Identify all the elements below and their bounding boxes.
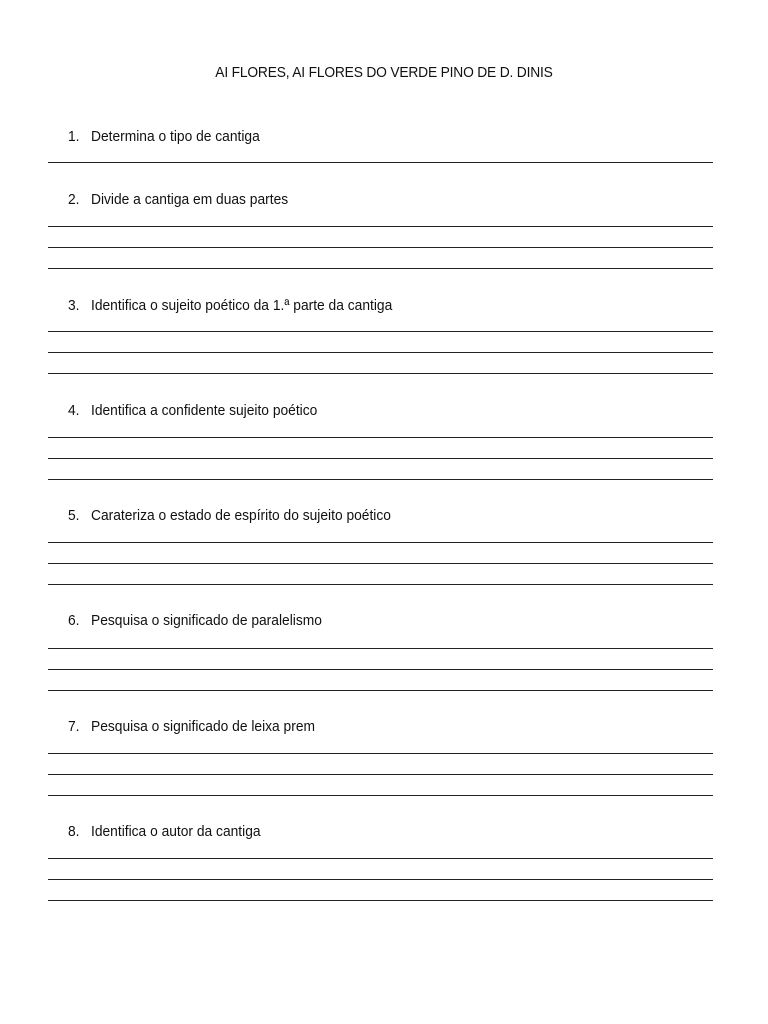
question-number: 7.: [68, 718, 80, 735]
question-6: [68, 612, 322, 629]
question-5: [68, 507, 391, 524]
answer-line[interactable]: [48, 563, 713, 564]
question-number: 6.: [68, 612, 80, 629]
answer-line[interactable]: [48, 669, 713, 670]
question-number: 5.: [68, 507, 80, 524]
question-text: Pesquisa o significado de leixa prem: [91, 718, 316, 735]
answer-line[interactable]: [48, 268, 713, 269]
question-1: [68, 128, 260, 145]
question-4: [68, 402, 317, 419]
answer-line[interactable]: [48, 437, 713, 438]
answer-line[interactable]: [48, 458, 713, 459]
question-number: 1.: [68, 128, 80, 145]
question-7: [68, 718, 315, 735]
answer-line[interactable]: [48, 774, 713, 775]
question-text: Identifica a confidente sujeito poético: [91, 402, 318, 419]
answer-line[interactable]: [48, 479, 713, 480]
answer-line[interactable]: [48, 858, 713, 859]
question-3: [68, 297, 392, 314]
answer-line[interactable]: [48, 648, 713, 649]
answer-line[interactable]: [48, 373, 713, 374]
question-8: [68, 823, 261, 840]
question-text: Carateriza o estado de espírito do sujeito poético: [91, 507, 391, 524]
answer-line[interactable]: [48, 795, 713, 796]
question-number: 8.: [68, 823, 80, 840]
answer-line[interactable]: [48, 753, 713, 754]
question-text: Identifica o autor da cantiga: [91, 823, 261, 840]
question-text: Pesquisa o significado de paralelismo: [91, 612, 322, 629]
question-text: Identifica o sujeito poético da 1.ª parte da cantiga: [91, 297, 393, 314]
answer-line[interactable]: [48, 352, 713, 353]
answer-line[interactable]: [48, 584, 713, 585]
question-number: 2.: [68, 191, 80, 208]
answer-line[interactable]: [48, 690, 713, 691]
question-number: 4.: [68, 402, 80, 419]
question-text: Determina o tipo de cantiga: [91, 128, 260, 145]
question-2: [68, 191, 288, 208]
answer-line[interactable]: [48, 879, 713, 880]
question-number: 3.: [68, 297, 80, 314]
answer-line[interactable]: [48, 226, 713, 227]
answer-line[interactable]: [48, 542, 713, 543]
answer-line[interactable]: [48, 247, 713, 248]
answer-line[interactable]: [48, 162, 713, 163]
question-text: Divide a cantiga em duas partes: [91, 191, 289, 208]
answer-line[interactable]: [48, 900, 713, 901]
document-title: AI FLORES, AI FLORES DO VERDE PINO DE D. DINIS: [215, 64, 553, 81]
answer-line[interactable]: [48, 331, 713, 332]
